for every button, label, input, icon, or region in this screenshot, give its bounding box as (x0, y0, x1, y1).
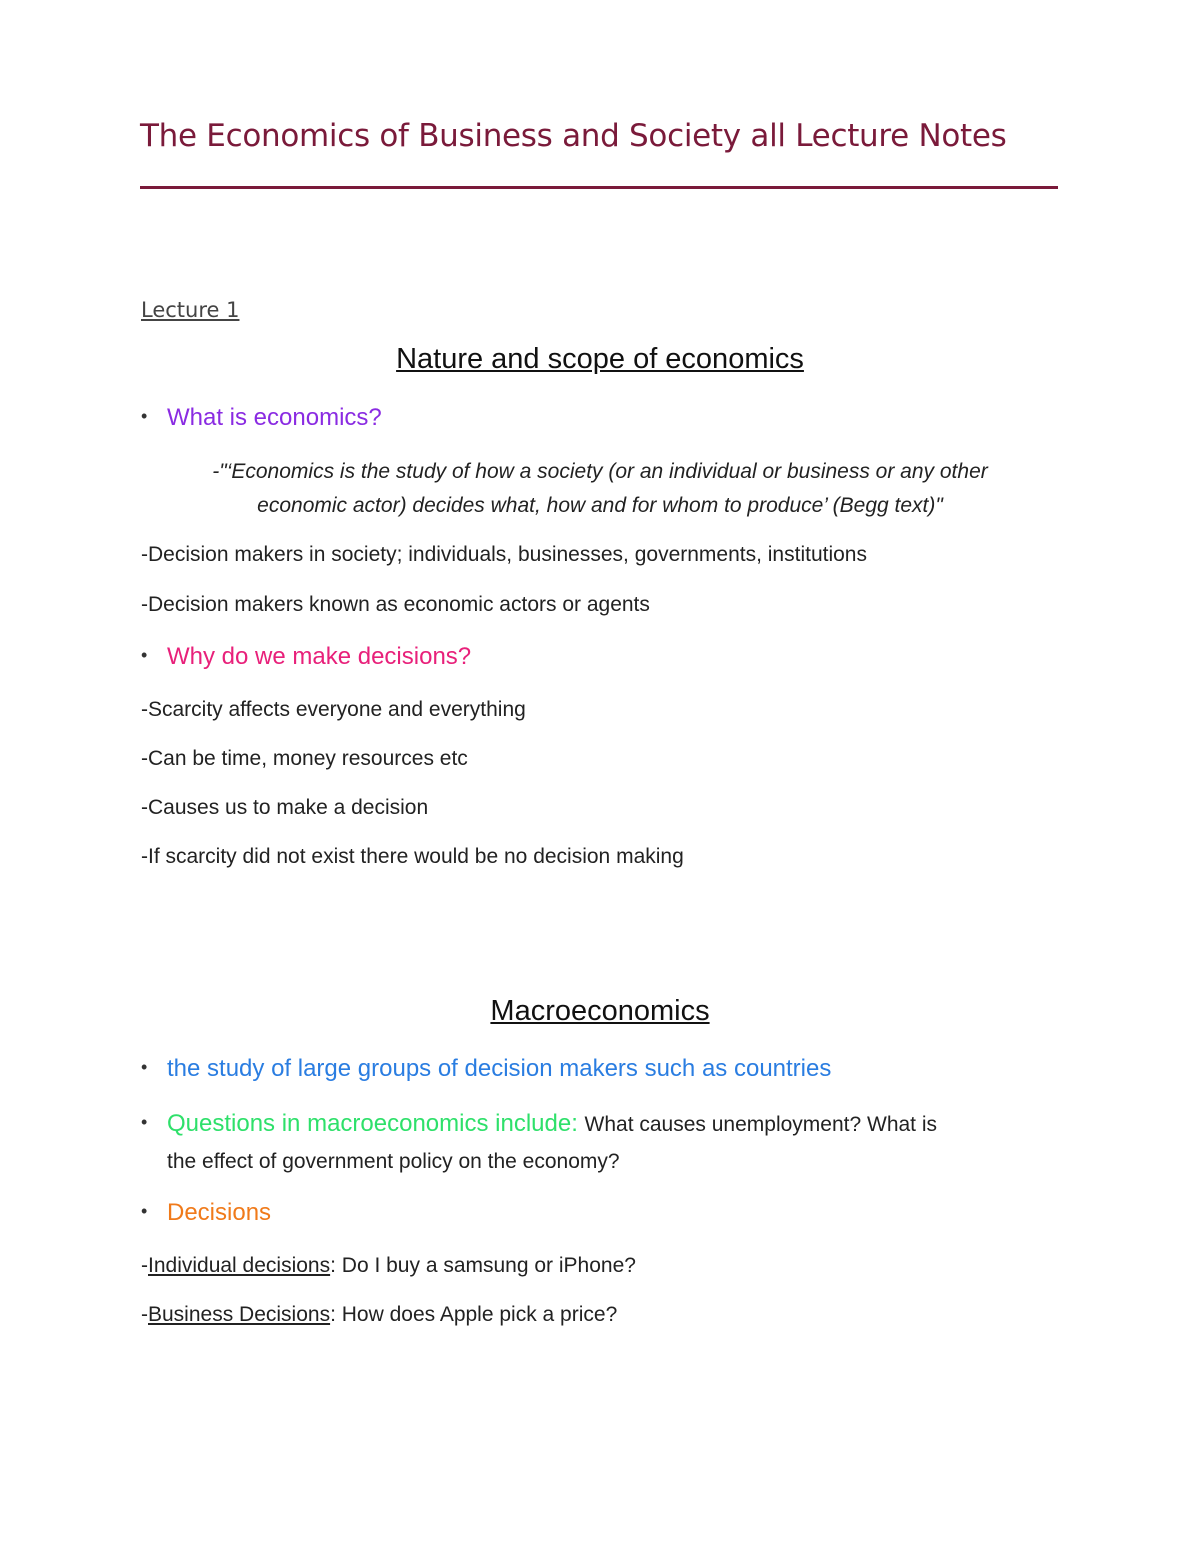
bullet-why-decisions (141, 643, 471, 671)
line-time-money: -Can be time, money resources etc (141, 747, 468, 770)
bullet-text: Decisions (167, 1199, 272, 1226)
line-known-as: -Decision makers known as economic actors or agents (141, 593, 650, 616)
bullet-questions-macro (141, 1110, 937, 1138)
line-if-scarcity: -If scarcity did not exist there would be no decision making (141, 845, 684, 868)
term-business-decisions: Business Decisions (148, 1303, 331, 1326)
bullet-label: Questions in macroeconomics include: (167, 1110, 578, 1137)
bullet-icon: • (141, 1201, 148, 1221)
bullet-questions-continuation: the effect of government policy on the economy? (167, 1150, 620, 1173)
bullet-icon: • (141, 1112, 148, 1132)
section-heading-nature-scope: Nature and scope of economics (396, 343, 804, 375)
quote-line-1: -"‘Economics is the study of how a society (or an individual or business or any other (212, 460, 988, 483)
line-text: : Do I buy a samsung or iPhone? (330, 1254, 636, 1277)
quote-line-2: economic actor) decides what, how and for whom to produce’ (Begg text)" (257, 494, 943, 517)
term-individual-decisions: Individual decisions (148, 1254, 331, 1277)
bullet-icon: • (141, 645, 148, 665)
bullet-text: the study of large groups of decision makers such as countries (167, 1055, 832, 1082)
line-prefix: - (141, 1303, 148, 1326)
bullet-icon: • (141, 1057, 148, 1077)
line-scarcity: -Scarcity affects everyone and everything (141, 698, 526, 721)
line-business-decisions (141, 1303, 617, 1327)
bullet-what-is-economics (141, 404, 382, 432)
bullet-text: What is economics? (167, 404, 382, 431)
title-divider (140, 186, 1058, 189)
bullet-icon: • (141, 406, 148, 426)
section-heading-macroeconomics: Macroeconomics (490, 995, 710, 1027)
bullet-decisions (141, 1199, 271, 1227)
line-decision-makers: -Decision makers in society; individuals, businesses, governments, institutions (141, 543, 867, 566)
document-title: The Economics of Business and Society all Lecture Notes (140, 118, 1007, 154)
line-causes: -Causes us to make a decision (141, 796, 429, 819)
bullet-questions-text: What causes unemployment? What is (584, 1113, 938, 1136)
bullet-study-large-groups (141, 1055, 831, 1083)
line-prefix: - (141, 1254, 148, 1277)
lecture-label: Lecture 1 (141, 298, 240, 322)
line-text: : How does Apple pick a price? (330, 1303, 618, 1326)
bullet-text: Why do we make decisions? (167, 643, 472, 670)
line-individual-decisions (141, 1254, 636, 1278)
